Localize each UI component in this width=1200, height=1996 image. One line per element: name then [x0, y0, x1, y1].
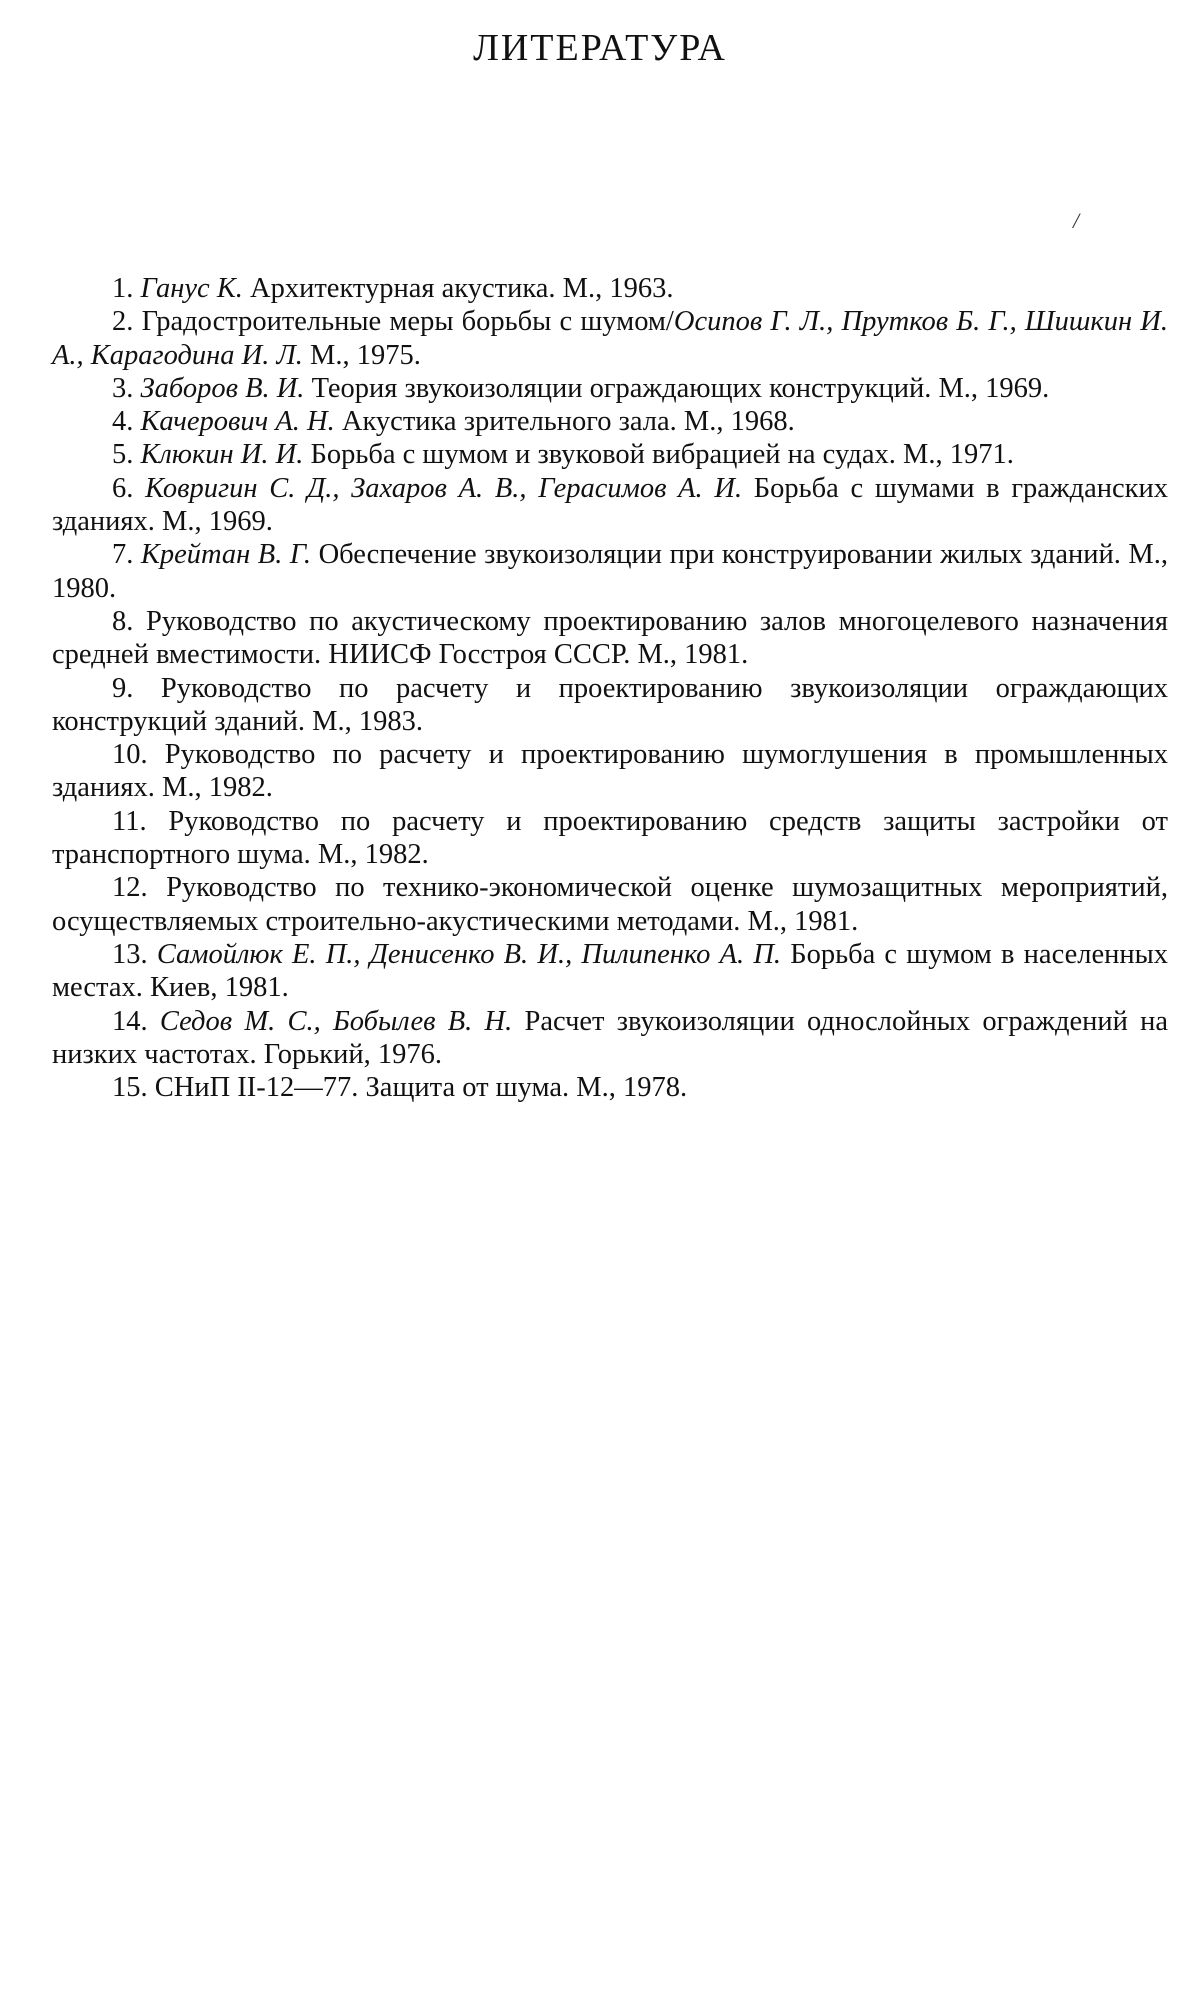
- reference-text: Борьба с шумом в населенных местах. Киев, 1981.: [52, 938, 1168, 1004]
- reference-number: 6.: [112, 472, 134, 504]
- reference-text: Руководство по расчету и проектированию шумоглушения в промышленных зданиях. М., 1982.: [52, 739, 1168, 804]
- reference-text: Обеспечение звукоизоляции при конструировании жилых зданий. М., 1980.: [52, 539, 1169, 604]
- reference-text: Акустика зрительного зала. М., 1968.: [341, 406, 795, 438]
- reference-item: [52, 805, 1168, 872]
- reference-item: [52, 405, 1168, 438]
- reference-text: Руководство по расчету и проектированию средств защиты застройки от транспортного шума. М., 1982.: [52, 805, 1169, 871]
- page-title: ЛИТЕРАТУРА: [473, 27, 727, 69]
- reference-text: Борьба с шумами в гражданских зданиях. М., 1969.: [52, 472, 1168, 538]
- reference-text: Руководство по технико-экономической оценке шумозащитных мероприятий, осуществляемых строительно-акустическими методами. М., 1981.: [52, 872, 1168, 937]
- reference-item: [52, 1005, 1168, 1072]
- reference-number: 13.: [112, 938, 148, 970]
- reference-text: Теория звукоизоляции ограждающих конструкций. М., 1969.: [311, 372, 1050, 404]
- reference-authors: Качерович А. Н.: [140, 406, 335, 438]
- reference-number: 12.: [112, 872, 148, 904]
- reference-text: Борьба с шумом и звуковой вибрацией на судах. М., 1971.: [310, 439, 1014, 471]
- reference-item: [52, 938, 1168, 1005]
- reference-number: 10.: [112, 739, 148, 771]
- reference-authors: Ганус К.: [140, 273, 243, 304]
- reference-authors: Заборов В. И.: [140, 372, 305, 404]
- reference-authors: Осипов Г. Л., Прутков Б. Г., Шишкин И. А., Карагодина И. Л.: [52, 306, 1169, 371]
- reference-number: 4.: [112, 406, 134, 438]
- reference-authors: Крейтан В. Г.: [140, 539, 312, 571]
- reference-title-prefix: Градостроительные меры борьбы с шумом/: [141, 306, 674, 338]
- reference-item: [52, 305, 1168, 372]
- reference-number: 1.: [112, 273, 134, 304]
- reference-number: 5.: [112, 439, 134, 471]
- reference-number: 3.: [112, 372, 134, 404]
- reference-authors: Ковригин С. Д., Захаров А. В., Герасимов А. И.: [145, 472, 743, 504]
- reference-item: [52, 272, 1168, 305]
- reference-item: [52, 472, 1168, 539]
- reference-text: Руководство по акустическому проектированию залов многоцелевого назначения средней вместимости. НИИСФ Госстроя СССР. М., 1981.: [52, 605, 1169, 671]
- reference-item: [52, 605, 1168, 672]
- reference-text: Расчет звукоизоляции однослойных ограждений на низких частотах. Горький, 1976.: [52, 1005, 1169, 1070]
- reference-item: [52, 438, 1168, 471]
- reference-number: 14.: [112, 1005, 148, 1037]
- reference-number: 2.: [112, 306, 134, 338]
- stray-mark: /: [1073, 208, 1080, 233]
- reference-item: [52, 1071, 1168, 1104]
- reference-text: СНиП II-12—77. Защита от шума. М., 1978.: [154, 1072, 688, 1104]
- reference-number: 8.: [112, 605, 134, 637]
- reference-number: 7.: [112, 539, 134, 571]
- reference-authors: Самойлюк Е. П., Денисенко В. И., Пилипенко А. П.: [156, 938, 782, 970]
- reference-number: 9.: [112, 672, 134, 704]
- reference-item: [52, 372, 1168, 405]
- reference-text: Архитектурная акустика. М., 1963.: [250, 273, 674, 304]
- reference-number: 11.: [112, 805, 147, 837]
- reference-authors: Седов М. С., Бобылев В. Н.: [159, 1005, 513, 1037]
- reference-list: [52, 272, 1168, 1104]
- reference-item: [52, 871, 1168, 938]
- reference-text: М., 1975.: [310, 339, 421, 371]
- reference-text: Руководство по расчету и проектированию звукоизоляции ограждающих конструкций зданий. М., 1983.: [52, 672, 1168, 737]
- reference-item: [52, 738, 1168, 805]
- reference-item: [52, 672, 1168, 739]
- reference-authors: Клюкин И. И.: [140, 439, 304, 471]
- reference-item: [52, 538, 1168, 605]
- reference-number: 15.: [112, 1072, 148, 1104]
